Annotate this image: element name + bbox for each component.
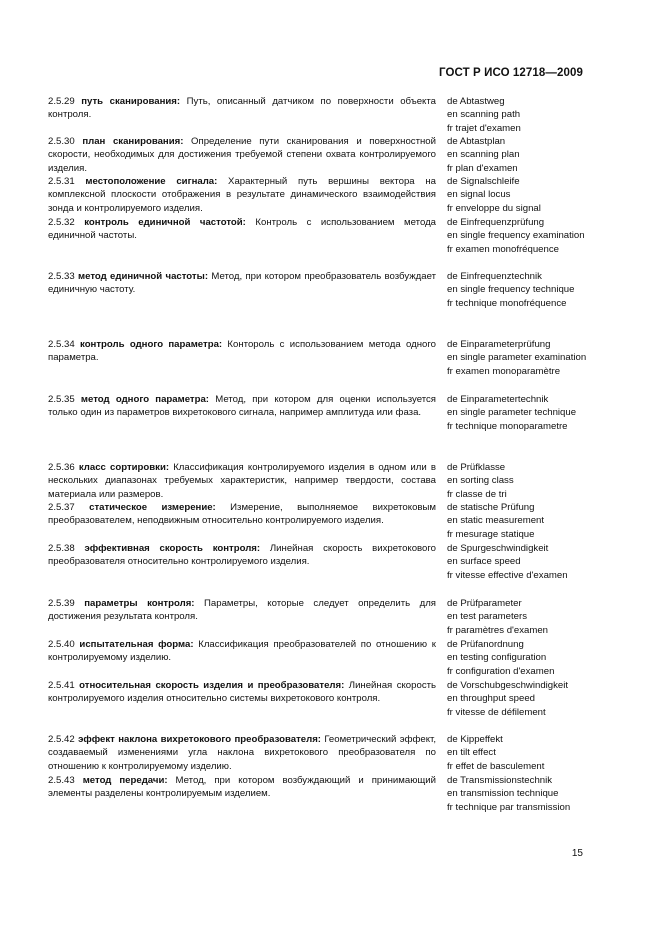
- term-fr: fr examen monofréquence: [447, 243, 559, 255]
- term-en: en tilt effect: [447, 747, 496, 759]
- entry-text: Параметры, которые следует определить для достижения результата контроля.: [48, 598, 436, 623]
- term-fr: fr mesurage statique: [447, 528, 535, 540]
- entry-translations: [447, 393, 586, 433]
- term-de: de Prüfklasse: [447, 462, 506, 473]
- entry-title: метод одного параметра:: [80, 394, 209, 405]
- entry-translations: [447, 95, 586, 135]
- entry-text: Метод, при котором возбуждающий и принимающий элементы разделены контролируемым изделием.: [48, 775, 436, 800]
- term-de: de Einparametertechnik: [447, 394, 549, 405]
- term-en: en transmission technique: [447, 788, 559, 800]
- term-de: de statische Prüfung: [447, 502, 535, 513]
- term-fr: fr trajet d'examen: [447, 122, 521, 134]
- term-en: en scanning path: [447, 109, 521, 121]
- term-fr: fr enveloppe du signal: [447, 202, 541, 214]
- term-fr: fr technique monofréquence: [447, 297, 567, 309]
- entry-number: 2.5.41: [48, 680, 75, 691]
- entry-translations: [447, 501, 586, 541]
- entry-translations: [447, 216, 586, 256]
- entry-definition: [48, 597, 436, 624]
- entry-definition: [48, 216, 436, 243]
- term-de: de Einparameterprüfung: [447, 339, 551, 350]
- term-de: de Abtastweg: [447, 96, 505, 107]
- term-en: en single frequency technique: [447, 284, 575, 296]
- entry-text: Линейная скорость контролируемого изделия относительно системы вихретокового контроля.: [48, 680, 437, 705]
- entry-translations: [447, 542, 586, 582]
- entry-definition: [48, 338, 436, 365]
- entry-number: 2.5.31: [48, 176, 75, 187]
- page-number: 15: [571, 848, 583, 859]
- entry-definition: [48, 135, 436, 175]
- entry-definition: [48, 175, 436, 215]
- entry-title: метод единичной частоты:: [78, 271, 209, 282]
- term-fr: fr classe de tri: [447, 488, 507, 500]
- entry-definition: [48, 542, 436, 569]
- entry-number: 2.5.40: [48, 639, 75, 650]
- entry-title: параметры контроля:: [84, 598, 195, 609]
- term-en: en single parameter examination: [447, 352, 587, 364]
- entry-number: 2.5.32: [48, 217, 75, 228]
- term-fr: fr effet de basculement: [447, 760, 545, 772]
- entry-definition: [48, 393, 436, 420]
- entry-text: Определение пути сканирования и поверхностной скорости, необходимых для достижения требуемой степени охвата контролируемого изделия.: [48, 136, 436, 174]
- term-de: de Kippeffekt: [447, 734, 503, 745]
- entry-number: 2.5.39: [48, 598, 75, 609]
- entry-definition: [48, 638, 436, 665]
- term-en: en throughput speed: [447, 693, 536, 705]
- term-fr: fr plan d'examen: [447, 162, 518, 174]
- term-en: en testing configuration: [447, 652, 547, 664]
- entry-title: класс сортировки:: [78, 462, 170, 473]
- entry-translations: [447, 774, 586, 814]
- entry-number: 2.5.36: [48, 462, 75, 473]
- entry-title: метод передачи:: [82, 775, 168, 786]
- term-de: de Prüfparameter: [447, 598, 522, 609]
- entry-title: план сканирования:: [82, 136, 184, 147]
- entry-text: Классификация преобразователей по отношению к контролируемому изделию.: [48, 639, 436, 664]
- term-de: de Einfrequenzprüfung: [447, 217, 545, 228]
- term-en: en static measurement: [447, 515, 545, 527]
- document-header: ГОСТ Р ИСО 12718—2009: [438, 67, 583, 79]
- entry-text: Измерение, выполняемое вихретоковым преобразователем, неподвижным относительно контролируемого изделия.: [48, 502, 436, 527]
- entry-definition: [48, 270, 436, 297]
- entry-number: 2.5.29: [48, 96, 75, 107]
- entry-translations: [447, 679, 586, 719]
- entry-translations: [447, 338, 586, 378]
- term-en: en surface speed: [447, 556, 521, 568]
- entry-definition: [48, 774, 436, 801]
- term-fr: fr vitesse effective d'examen: [447, 569, 568, 581]
- entry-text: Метод, при котором преобразователь возбуждает единичную частоту.: [48, 271, 436, 296]
- term-fr: fr technique monoparametre: [447, 420, 568, 432]
- entry-title: контроль одного параметра:: [80, 339, 223, 350]
- term-de: de Signalschleife: [447, 176, 520, 187]
- term-fr: fr configuration d'examen: [447, 665, 555, 677]
- term-de: de Vorschubgeschwindigkeit: [447, 680, 569, 691]
- entry-number: 2.5.34: [48, 339, 75, 350]
- entry-title: эффект наклона вихретокового преобразователя:: [78, 734, 321, 745]
- term-de: de Einfrequenztechnik: [447, 271, 542, 282]
- term-fr: fr examen monoparamètre: [447, 365, 561, 377]
- entry-definition: [48, 95, 436, 122]
- entry-title: местоположение сигнала:: [85, 176, 218, 187]
- entry-translations: [447, 597, 586, 637]
- entry-translations: [447, 733, 586, 773]
- entry-translations: [447, 135, 586, 175]
- entry-title: относительная скорость изделия и преобразователя:: [79, 680, 345, 691]
- entry-text: Геометрический эффект, создаваемый изменениями угла наклона вихретокового преобразователя по отношению к контролируемому изделию.: [48, 734, 437, 772]
- term-de: de Abtastplan: [447, 136, 506, 147]
- term-de: de Transmissionstechnik: [447, 775, 553, 786]
- term-de: de Prüfanordnung: [447, 639, 524, 650]
- entry-number: 2.5.35: [48, 394, 75, 405]
- entry-definition: [48, 461, 436, 501]
- entry-number: 2.5.42: [48, 734, 75, 745]
- entry-title: испытательная форма:: [79, 639, 194, 650]
- entry-title: путь сканирования:: [81, 96, 181, 107]
- entry-definition: [48, 501, 436, 528]
- entry-number: 2.5.33: [48, 271, 75, 282]
- term-fr: fr technique par transmission: [447, 801, 571, 813]
- entry-number: 2.5.38: [48, 543, 75, 554]
- term-de: de Spurgeschwindigkeit: [447, 543, 549, 554]
- term-en: en scanning plan: [447, 149, 520, 161]
- term-en: en sorting class: [447, 475, 514, 487]
- entry-definition: [48, 679, 436, 706]
- entry-text: Классификация контролируемого изделия в одном или в нескольких диапазонах требуемых характеристик, например твердости, состава материала или размеров.: [48, 462, 436, 500]
- term-en: en single parameter technique: [447, 407, 577, 419]
- entry-number: 2.5.37: [48, 502, 75, 513]
- entry-translations: [447, 270, 586, 310]
- entry-text: Метод, при котором для оценки используется только один из параметров вихретокового сигнала, например амплитуда или фаза.: [48, 394, 436, 419]
- entry-title: эффективная скорость контроля:: [84, 543, 261, 554]
- term-en: en single frequency examination: [447, 230, 585, 242]
- entry-title: статическое измерение:: [89, 502, 216, 513]
- entry-title: контроль единичной частотой:: [84, 217, 246, 228]
- entry-text: Контороль с использованием метода одного параметра.: [48, 339, 436, 364]
- entry-text: Линейная скорость вихретокового преобразователя относительно контролируемого изделия.: [48, 543, 436, 568]
- entry-translations: [447, 175, 586, 215]
- term-en: en signal locus: [447, 189, 511, 201]
- term-fr: fr paramètres d'examen: [447, 624, 549, 636]
- entry-definition: [48, 733, 436, 773]
- term-en: en test parameters: [447, 611, 527, 623]
- entry-text: Характерный путь вершины вектора на комплексной плоскости отображения в результате динамического взаимодействия зонда и контролируемого изделия.: [48, 176, 436, 214]
- entry-text: Контроль с использованием метода единичной частоты.: [48, 217, 437, 242]
- entry-number: 2.5.30: [48, 136, 75, 147]
- entry-translations: [447, 461, 586, 501]
- entry-translations: [447, 638, 586, 678]
- term-fr: fr vitesse de défilement: [447, 706, 546, 718]
- entry-text: Путь, описанный датчиком по поверхности объекта контроля.: [48, 96, 436, 121]
- entry-number: 2.5.43: [48, 775, 75, 786]
